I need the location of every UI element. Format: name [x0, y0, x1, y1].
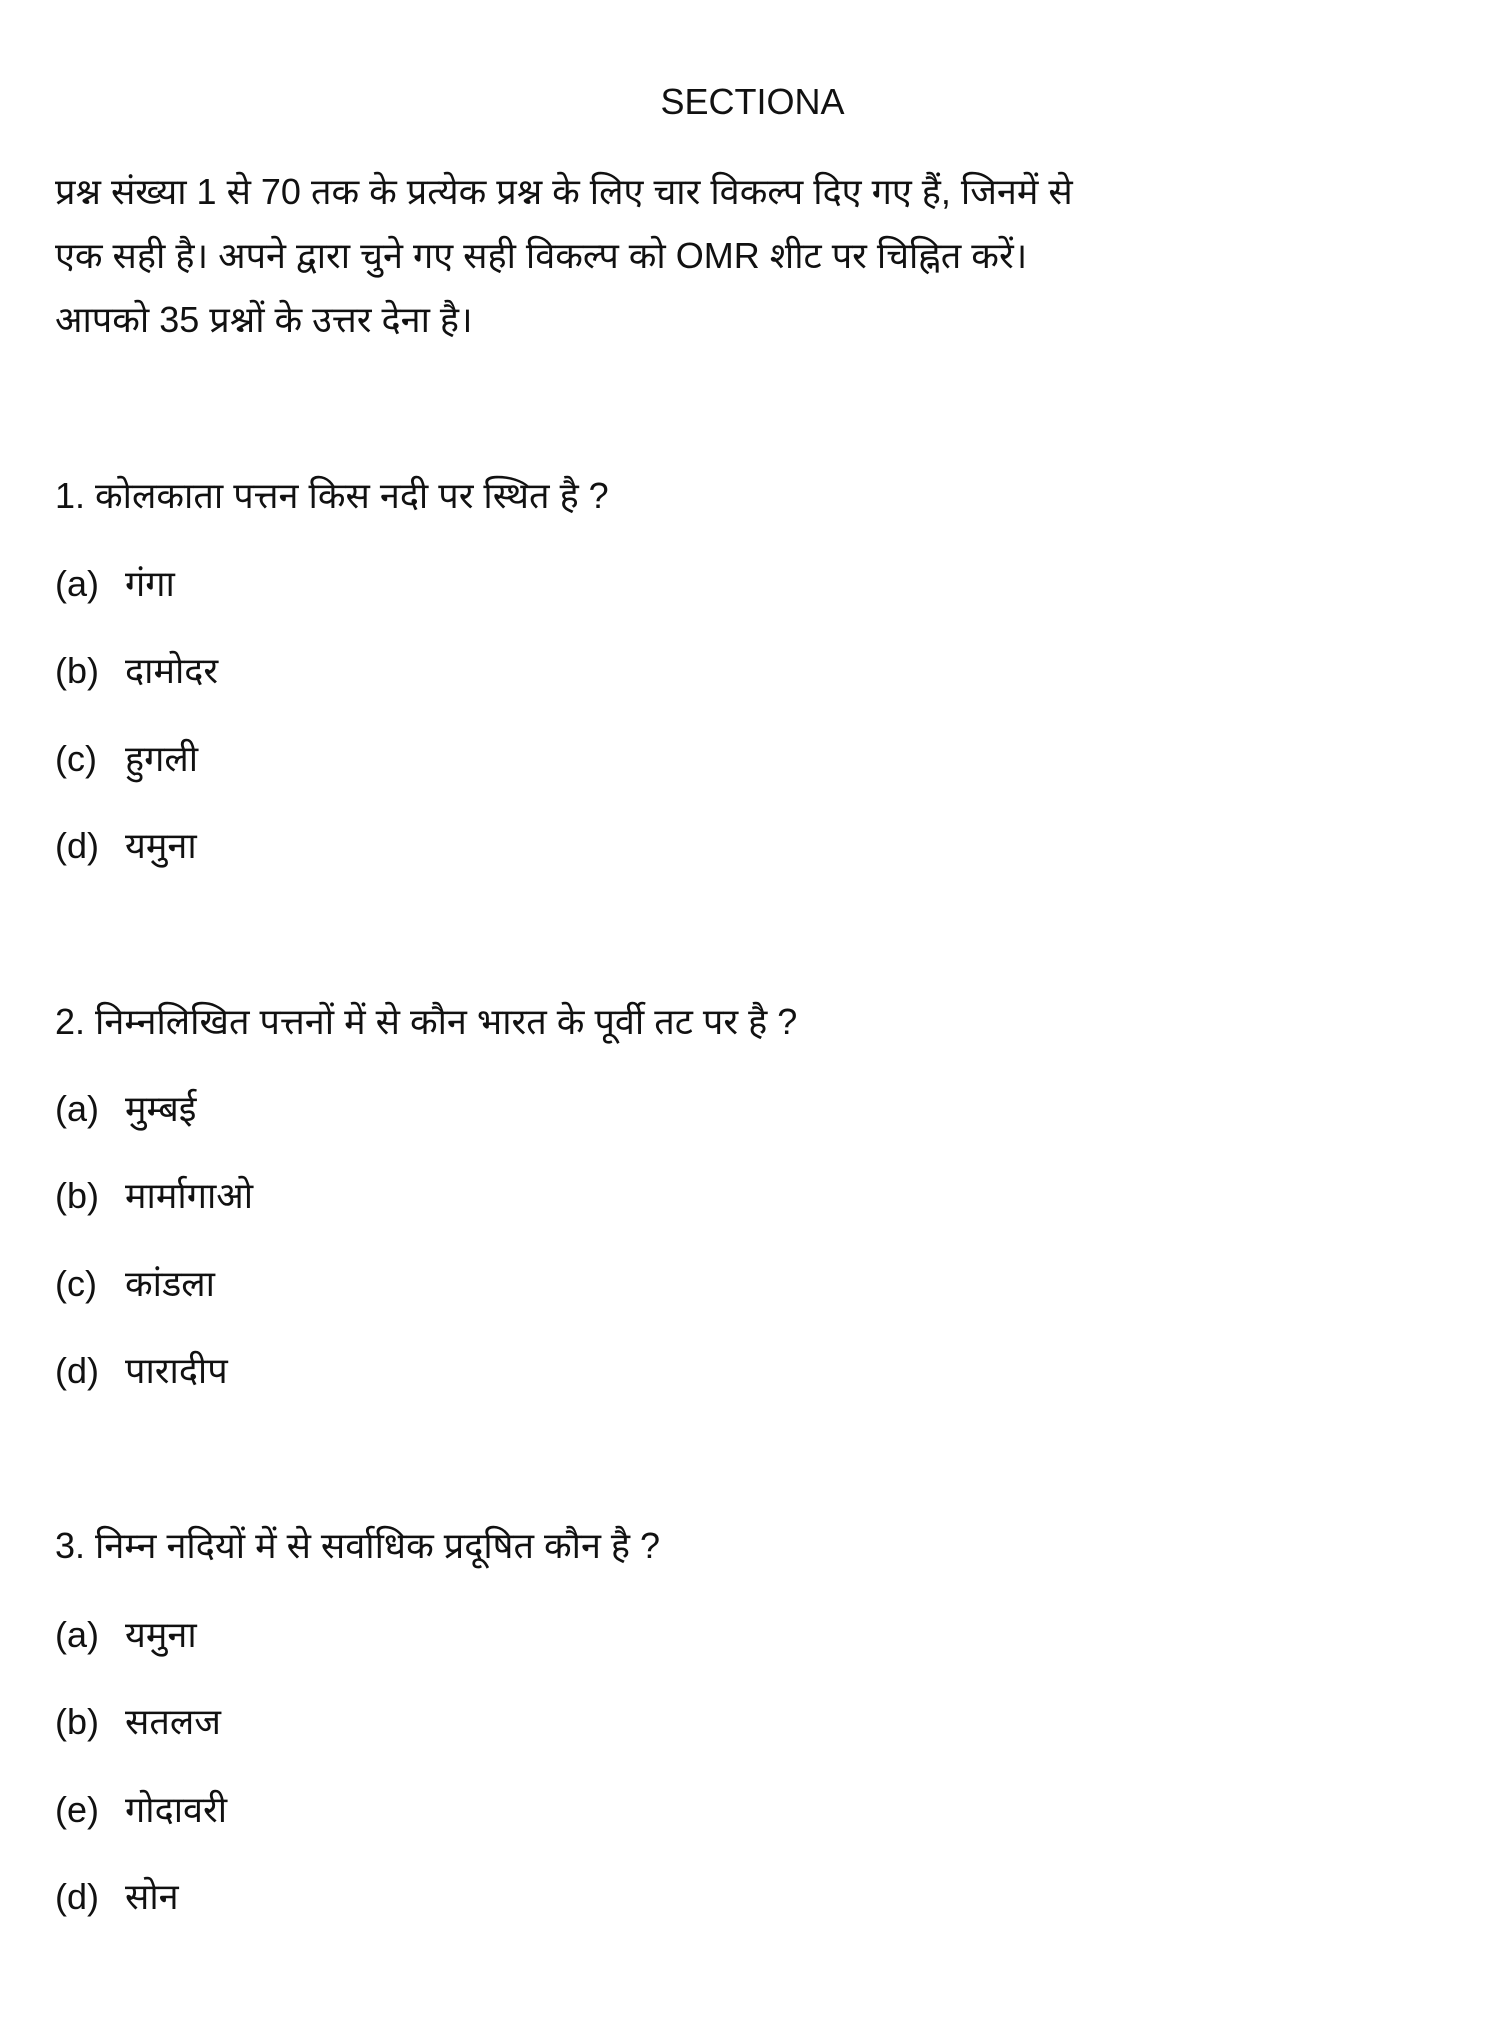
instruction-line-3: आपको 35 प्रश्नों के उत्तर देना है। [55, 299, 473, 340]
option-text: गंगा [125, 563, 175, 604]
question-3-option-e[interactable] [55, 1788, 227, 1832]
option-label: (c) [55, 738, 97, 779]
question-1-option-a[interactable] [55, 562, 175, 606]
question-1-option-d[interactable] [55, 824, 197, 868]
question-1-option-c[interactable] [55, 737, 198, 781]
question-2-option-c[interactable] [55, 1262, 215, 1306]
option-label: (d) [55, 1350, 99, 1391]
option-label: (d) [55, 1876, 99, 1917]
option-label: (b) [55, 1175, 99, 1216]
option-label: (b) [55, 1701, 99, 1742]
option-text: यमुना [125, 825, 197, 866]
option-text: हुगली [125, 738, 199, 779]
question-1-text: 1. कोलकाता पत्तन किस नदी पर स्थित है ? [55, 475, 609, 516]
option-text: गोदावरी [125, 1789, 228, 1830]
option-text: यमुना [125, 1614, 197, 1655]
instruction-line-2: एक सही है। अपने द्वारा चुने गए सही विकल्प को OMR शीट पर चिह्नित करें। [55, 235, 1028, 276]
option-text: मार्मागाओ [125, 1175, 254, 1216]
question-2-option-b[interactable] [55, 1174, 253, 1218]
question-3-option-d[interactable] [55, 1875, 179, 1919]
option-text: दामोदर [125, 650, 219, 691]
option-label: (a) [55, 563, 99, 604]
instruction-line-1: प्रश्न संख्या 1 से 70 तक के प्रत्येक प्रश्न के लिए चार विकल्प दिए गए हैं, जिनमें से [55, 171, 1073, 212]
question-2-option-d[interactable] [55, 1349, 228, 1393]
option-text: कांडला [125, 1263, 215, 1304]
option-label: (b) [55, 650, 99, 691]
option-label: (c) [55, 1263, 97, 1304]
question-3-text: 3. निम्न नदियों में से सर्वाधिक प्रदूषित कौन है ? [55, 1525, 661, 1566]
option-text: मुम्बई [125, 1088, 197, 1129]
option-text: सतलज [125, 1701, 221, 1742]
section-title: SECTIONA [660, 81, 845, 122]
option-text: सोन [125, 1876, 179, 1917]
question-1-option-b[interactable] [55, 649, 218, 693]
option-label: (a) [55, 1614, 99, 1655]
question-3-option-b[interactable] [55, 1700, 221, 1744]
question-2-text: 2. निम्नलिखित पत्तनों में से कौन भारत के पूर्वी तट पर है ? [55, 1001, 798, 1042]
option-label: (e) [55, 1789, 99, 1830]
question-2-option-a[interactable] [55, 1087, 196, 1131]
option-label: (a) [55, 1088, 99, 1129]
option-label: (d) [55, 825, 99, 866]
question-3-option-a[interactable] [55, 1613, 197, 1657]
option-text: पारादीप [125, 1350, 228, 1391]
